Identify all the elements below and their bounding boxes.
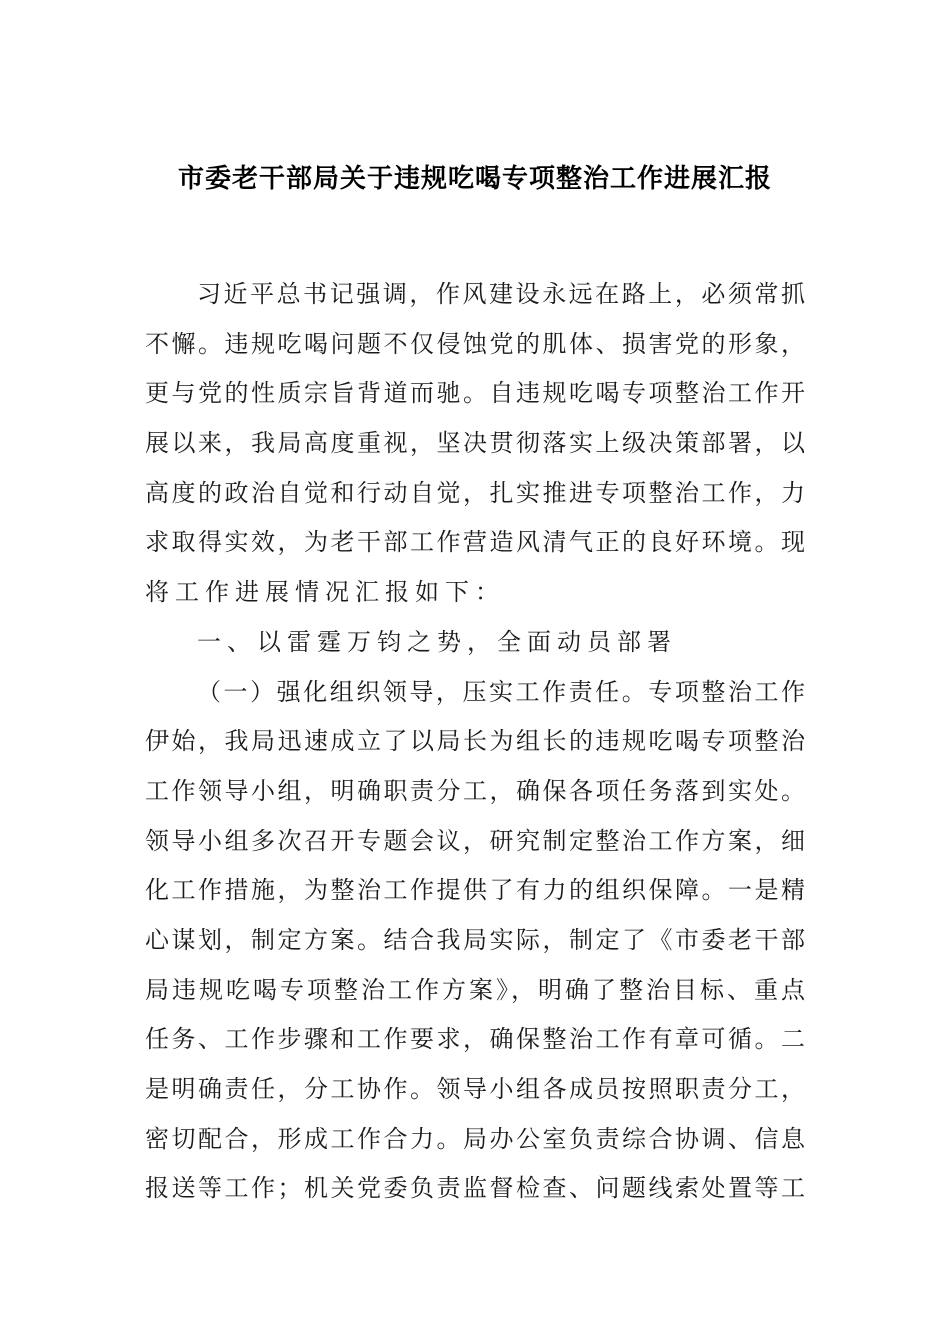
paragraph-line: 局违规吃喝专项整治工作方案》，明确了整治目标、重点 (145, 975, 805, 1004)
paragraph-line: 将工作进展情况汇报如下： (145, 578, 505, 607)
paragraph-line: 是明确责任，分工协作。领导小组各成员按照职责分工， (145, 1075, 805, 1103)
subsection-heading-line: （一）强化组织领导，压实工作责任。专项整治工作 (197, 677, 805, 706)
paragraph-line: 化工作措施，为整治工作提供了有力的组织保障。一是精 (145, 876, 805, 905)
paragraph-line: 报送等工作；机关党委负责监督检查、问题线索处置等工 (145, 1174, 805, 1203)
paragraph-line: 任务、工作步骤和工作要求，确保整治工作有章可循。二 (145, 1025, 805, 1054)
paragraph-line: 展以来，我局高度重视，坚决贯彻落实上级决策部署，以 (145, 429, 805, 458)
document-title: 市委老干部局关于违规吃喝专项整治工作进展汇报 (177, 164, 772, 194)
paragraph-line: 求取得实效，为老干部工作营造风清气正的良好环境。现 (145, 528, 805, 557)
paragraph-line: 习近平总书记强调，作风建设永远在路上，必须常抓 (197, 280, 805, 308)
paragraph-line: 高度的政治自觉和行动自觉，扎实推进专项整治工作，力 (145, 478, 805, 507)
paragraph-line: 密切配合，形成工作合力。局办公室负责综合协调、信息 (145, 1124, 805, 1153)
paragraph-line: 领导小组多次召开专题会议，研究制定整治工作方案，细 (145, 826, 805, 855)
paragraph-line: 不懈。违规吃喝问题不仅侵蚀党的肌体、损害党的形象， (145, 329, 805, 358)
paragraph-line: 心谋划，制定方案。结合我局实际，制定了《市委老干部 (145, 925, 805, 954)
section-heading: 一、以雷霆万钧之势，全面动员部署 (197, 627, 677, 656)
paragraph-line: 工作领导小组，明确职责分工，确保各项任务落到实处。 (145, 776, 805, 805)
paragraph-line: 伊始，我局迅速成立了以局长为组长的违规吃喝专项整治 (145, 727, 805, 756)
document-body (145, 270, 805, 1214)
paragraph-line: 更与党的性质宗旨背道而驰。自违规吃喝专项整治工作开 (145, 379, 805, 408)
